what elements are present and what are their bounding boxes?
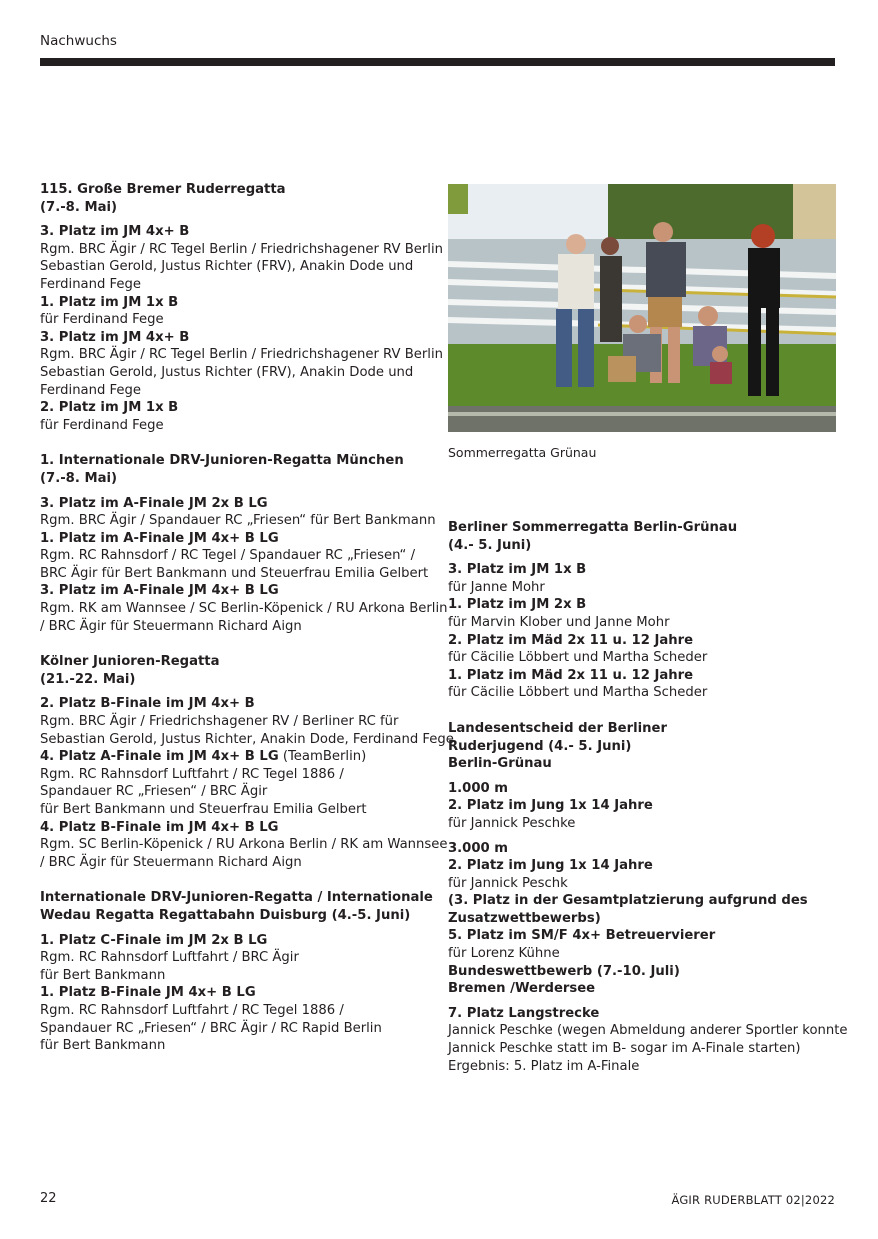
- line-text: Sebastian Gerold, Justus Richter (FRV), Anakin Dode und: [40, 364, 414, 380]
- line-text: Rgm. BRC Ägir / Spandauer RC „Friesen“ für Bert Bankmann: [40, 513, 436, 529]
- result-text: [40, 854, 435, 872]
- result-heading: [40, 470, 435, 488]
- line-suffix: (TeamBerlin): [278, 749, 367, 765]
- result-heading: [40, 530, 435, 548]
- result-text: [448, 1058, 838, 1076]
- result-text: [448, 579, 838, 597]
- result-text: [448, 649, 838, 667]
- result-block: [448, 720, 848, 1075]
- line-text: Bundeswettbewerb (7.-10. Juli): [448, 963, 680, 979]
- line-text: für Jannick Peschke: [448, 815, 576, 831]
- result-text: [448, 815, 838, 833]
- line-text: (7.-8. Mai): [40, 470, 118, 486]
- result-heading: [448, 632, 838, 650]
- line-text: 2. Platz im JM 1x B: [40, 400, 179, 416]
- result-block: [40, 653, 454, 871]
- result-text: [40, 417, 435, 435]
- result-text: [40, 311, 435, 329]
- result-block: [40, 452, 448, 635]
- line-text: 115. Große Bremer Ruderregatta: [40, 182, 286, 197]
- line-text: 3. Platz im JM 1x B: [448, 562, 587, 578]
- result-text: [40, 276, 435, 294]
- line-text: für Ferdinand Fege: [40, 417, 164, 433]
- regatta-photo: [448, 184, 836, 432]
- result-heading: [40, 653, 435, 671]
- spacer: [40, 925, 435, 932]
- line-text: 3. Platz im A-Finale JM 4x+ B LG: [40, 583, 279, 599]
- result-heading: [448, 1005, 838, 1023]
- result-text: [40, 547, 435, 565]
- line-text: Sebastian Gerold, Justus Richter, Anakin Dode, Ferdinand Fege: [40, 731, 454, 747]
- result-text: [40, 241, 443, 259]
- line-text: Rgm. RK am Wannsee / SC Berlin-Köpenick / RU Arkona Berlin: [40, 601, 448, 617]
- line-text: 1. Platz im JM 2x B: [448, 597, 587, 613]
- result-heading: [40, 329, 435, 347]
- line-text: 5. Platz im SM/F 4x+ Betreuervierer: [448, 928, 716, 944]
- result-heading: [448, 755, 838, 773]
- line-text: für Jannick Peschk: [448, 875, 568, 891]
- line-text: 3.000 m: [448, 840, 509, 856]
- line-text: Ferdinand Fege: [40, 382, 142, 398]
- result-heading: [448, 840, 838, 858]
- result-block: [448, 519, 838, 702]
- line-text: Rgm. RC Rahnsdorf Luftfahrt / RC Tegel 1886 /: [40, 766, 344, 782]
- spacer: [448, 998, 838, 1005]
- result-heading: [40, 748, 435, 766]
- line-text: Rgm. BRC Ägir / RC Tegel Berlin / Friedrichshagener RV Berlin: [40, 241, 443, 257]
- line-text: 2. Platz im Mäd 2x 11 u. 12 Jahre: [448, 632, 694, 648]
- magazine-title: ÄGIR RUDERBLATT 02|2022: [671, 1193, 835, 1207]
- result-text: [40, 949, 435, 967]
- result-heading: [448, 720, 838, 738]
- result-text: [448, 614, 838, 632]
- line-text: Berlin-Grünau: [448, 756, 552, 772]
- result-heading: [448, 738, 838, 756]
- result-text: [40, 346, 443, 364]
- line-text: Ruderjugend (4.- 5. Juni): [448, 738, 632, 754]
- line-text: 3. Platz im A-Finale JM 2x B LG: [40, 495, 268, 511]
- result-heading: [40, 399, 435, 417]
- spacer: [40, 688, 435, 695]
- section-label: Nachwuchs: [40, 33, 117, 49]
- line-text: Wedau Regatta Regattabahn Duisburg (4.-5. Juni): [40, 907, 411, 923]
- line-text: 1. Platz B-Finale JM 4x+ B LG: [40, 985, 256, 1001]
- spacer: [40, 488, 435, 495]
- result-heading: [448, 780, 838, 798]
- line-text: 1. Platz C-Finale im JM 2x B LG: [40, 932, 268, 948]
- result-text: [40, 565, 435, 583]
- result-heading: [40, 199, 435, 217]
- line-text: Rgm. BRC Ägir / Friedrichshagener RV / Berliner RC für: [40, 714, 399, 730]
- line-text: 1.000 m: [448, 780, 509, 796]
- result-heading: [448, 927, 838, 945]
- result-heading: [40, 695, 435, 713]
- line-text: für Ferdinand Fege: [40, 312, 164, 328]
- result-heading: [40, 932, 435, 950]
- line-text: Zusatzwettbewerbs): [448, 910, 601, 926]
- line-text: Ergebnis: 5. Platz im A-Finale: [448, 1058, 640, 1074]
- result-heading: [448, 667, 838, 685]
- line-text: (21.-22. Mai): [40, 671, 136, 687]
- line-text: 3. Platz im JM 4x+ B: [40, 329, 190, 345]
- result-text: [448, 1022, 848, 1040]
- result-text: [448, 875, 838, 893]
- line-text: 1. Platz im Mäd 2x 11 u. 12 Jahre: [448, 667, 694, 683]
- spacer: [448, 773, 838, 780]
- header-rule: [40, 58, 835, 66]
- result-block: [40, 181, 443, 434]
- line-text: Spandauer RC „Friesen“ / BRC Ägir: [40, 784, 268, 800]
- result-text: [40, 1002, 435, 1020]
- result-heading: [40, 223, 435, 241]
- result-heading: [40, 294, 435, 312]
- result-heading: [448, 797, 838, 815]
- result-heading: [40, 819, 435, 837]
- line-text: für Marvin Klober und Janne Mohr: [448, 614, 670, 630]
- result-heading: [40, 452, 435, 470]
- result-text: [40, 600, 448, 618]
- line-text: Ferdinand Fege: [40, 276, 142, 292]
- line-text: für Cäcilie Löbbert und Martha Scheder: [448, 685, 708, 701]
- result-text: [40, 618, 435, 636]
- result-heading: [40, 495, 435, 513]
- result-heading: [40, 984, 435, 1002]
- line-text: 4. Platz A-Finale im JM 4x+ B LG: [40, 749, 279, 765]
- left-column: [40, 181, 454, 1073]
- line-text: Bremen /Werdersee: [448, 981, 596, 997]
- line-text: (4.- 5. Juni): [448, 537, 532, 553]
- result-heading: [40, 907, 435, 925]
- line-text: BRC Ägir für Bert Bankmann und Steuerfrau Emilia Gelbert: [40, 565, 429, 581]
- line-text: für Cäcilie Löbbert und Martha Scheder: [448, 650, 708, 666]
- result-heading: [448, 519, 838, 537]
- line-text: 7. Platz Langstrecke: [448, 1005, 600, 1021]
- line-text: 1. Platz im JM 1x B: [40, 294, 179, 310]
- result-text: [40, 1020, 435, 1038]
- result-heading: [40, 582, 435, 600]
- right-column: [448, 519, 848, 1093]
- line-text: Landesentscheid der Berliner: [448, 720, 667, 736]
- line-text: für Bert Bankmann und Steuerfrau Emilia Gelbert: [40, 802, 367, 817]
- result-heading: [448, 892, 838, 910]
- result-text: [40, 731, 454, 749]
- line-text: Rgm. SC Berlin-Köpenick / RU Arkona Berlin / RK am Wannsee: [40, 837, 448, 853]
- line-text: für Lorenz Kühne: [448, 946, 560, 962]
- line-text: 2. Platz im Jung 1x 14 Jahre: [448, 798, 653, 814]
- line-text: Rgm. RC Rahnsdorf / RC Tegel / Spandauer RC „Friesen“ /: [40, 548, 416, 564]
- line-text: (7.-8. Mai): [40, 199, 118, 215]
- line-text: / BRC Ägir für Steuermann Richard Aign: [40, 618, 302, 634]
- result-heading: [40, 671, 435, 689]
- result-text: [448, 1040, 838, 1058]
- line-text: Jannick Peschke (wegen Abmeldung anderer Sportler konnte: [448, 1023, 848, 1039]
- result-heading: [448, 596, 838, 614]
- line-text: Internationale DRV-Junioren-Regatta / Internationale: [40, 890, 433, 906]
- result-text: [448, 684, 838, 702]
- result-heading: [40, 181, 435, 199]
- line-text: Rgm. BRC Ägir / RC Tegel Berlin / Friedrichshagener RV Berlin: [40, 347, 443, 363]
- result-text: [40, 967, 435, 985]
- spacer: [40, 216, 435, 223]
- line-text: 3. Platz im JM 4x+ B: [40, 224, 190, 240]
- line-text: Berliner Sommerregatta Berlin-Grünau: [448, 520, 738, 535]
- line-text: 2. Platz B-Finale im JM 4x+ B: [40, 696, 255, 712]
- spacer: [448, 833, 838, 840]
- result-text: [40, 801, 435, 819]
- result-text: [40, 836, 448, 854]
- result-text: [40, 713, 435, 731]
- line-text: 1. Internationale DRV-Junioren-Regatta München: [40, 453, 404, 469]
- result-heading: [448, 857, 838, 875]
- page-number: 22: [40, 1191, 57, 1206]
- result-text: [448, 945, 838, 963]
- line-text: Rgm. RC Rahnsdorf Luftfahrt / RC Tegel 1886 /: [40, 1002, 344, 1018]
- result-heading: [448, 561, 838, 579]
- line-text: Rgm. RC Rahnsdorf Luftfahrt / BRC Ägir: [40, 950, 299, 966]
- line-text: / BRC Ägir für Steuermann Richard Aign: [40, 854, 302, 870]
- line-text: Sebastian Gerold, Justus Richter (FRV), Anakin Dode und: [40, 259, 414, 275]
- result-heading: [448, 537, 838, 555]
- photo-caption: Sommerregatta Grünau: [448, 445, 597, 460]
- line-text: Jannick Peschke statt im B- sogar im A-Finale starten): [448, 1041, 801, 1057]
- line-text: für Bert Bankmann: [40, 1038, 166, 1054]
- result-text: [40, 783, 435, 801]
- result-heading: [448, 910, 838, 928]
- line-text: (3. Platz in der Gesamtplatzierung aufgrund des: [448, 893, 808, 909]
- line-text: 1. Platz im A-Finale JM 4x+ B LG: [40, 530, 279, 546]
- line-text: für Bert Bankmann: [40, 967, 166, 983]
- result-text: [40, 364, 435, 382]
- result-block: [40, 889, 435, 1054]
- line-text: Spandauer RC „Friesen“ / BRC Ägir / RC Rapid Berlin: [40, 1020, 382, 1036]
- line-text: Kölner Junioren-Regatta: [40, 654, 220, 670]
- line-text: 2. Platz im Jung 1x 14 Jahre: [448, 858, 653, 874]
- spacer: [448, 554, 838, 561]
- line-text: 4. Platz B-Finale im JM 4x+ B LG: [40, 819, 279, 835]
- result-text: [40, 1037, 435, 1055]
- result-text: [40, 382, 435, 400]
- result-text: [40, 258, 435, 276]
- result-heading: [448, 963, 838, 981]
- result-text: [40, 512, 435, 530]
- line-text: für Janne Mohr: [448, 579, 545, 595]
- result-heading: [40, 889, 435, 907]
- result-text: [40, 766, 435, 784]
- result-heading: [448, 980, 838, 998]
